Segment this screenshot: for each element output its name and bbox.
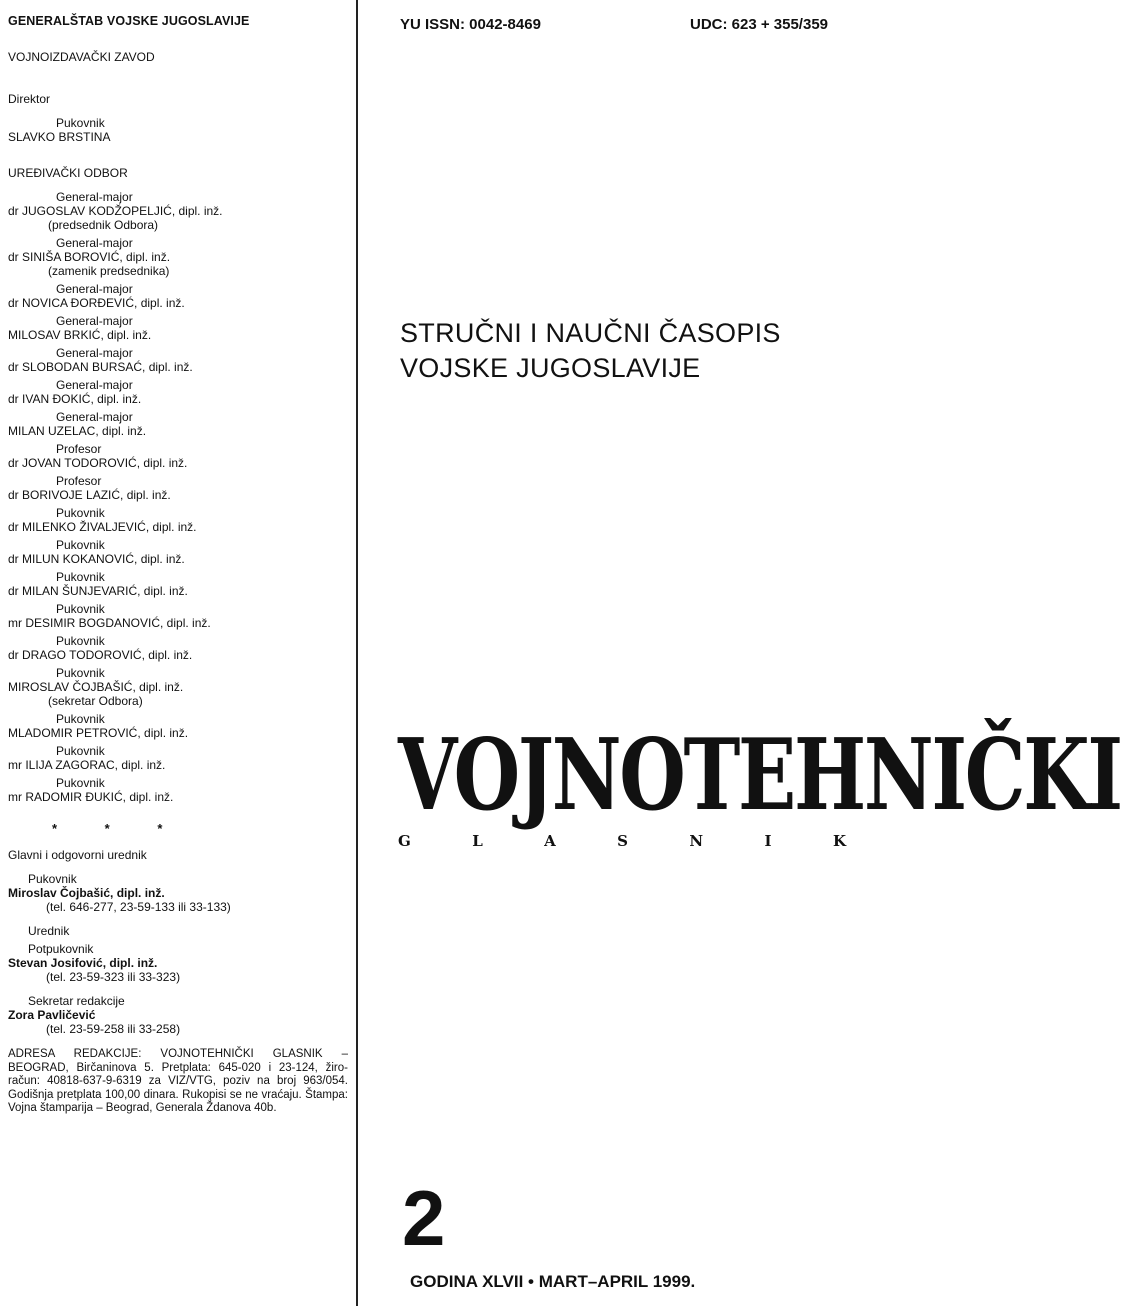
board-member-note: (sekretar Odbora): [48, 694, 143, 708]
board-member-note: (predsednik Odbora): [48, 218, 159, 232]
board-member-name: dr SINIŠA BOROVIĆ, dipl. inž.: [8, 250, 171, 264]
director-rank: Pukovnik: [56, 116, 105, 130]
board-member: [8, 410, 348, 438]
board-member-name: mr DESIMIR BOGDANOVIĆ, dipl. inž.: [8, 616, 211, 630]
editor-rank: Potpukovnik: [28, 942, 94, 956]
board-member-name: dr MILAN ŠUNJEVARIĆ, dipl. inž.: [8, 584, 188, 598]
board-member-note: (zamenik predsednika): [48, 264, 170, 278]
editor-label: Urednik: [28, 924, 70, 938]
board-member-name: dr JUGOSLAV KODŽOPELJIĆ, dipl. inž.: [8, 204, 223, 218]
general-staff-heading: GENERALŠTAB VOJSKE JUGOSLAVIJE: [8, 14, 250, 28]
chief-editor-block: [8, 872, 348, 914]
title-sub-letter: A: [544, 832, 556, 850]
board-member: [8, 634, 348, 662]
secretary-name: Zora Pavličević: [8, 1008, 96, 1022]
board-member: [8, 314, 348, 342]
board-member-rank: General-major: [56, 282, 133, 296]
board-member-name: dr BORIVOJE LAZIĆ, dipl. inž.: [8, 488, 171, 502]
chief-editor-rank: Pukovnik: [28, 872, 77, 886]
board-member: [8, 538, 348, 566]
issue-year-line: GODINA XLVII • MART–APRIL 1999.: [410, 1272, 696, 1291]
board-member-rank: Pukovnik: [56, 666, 105, 680]
board-member-rank: Pukovnik: [56, 506, 105, 520]
board-member: [8, 346, 348, 374]
board-member: [8, 378, 348, 406]
board-member: [8, 666, 348, 708]
board-member-name: dr DRAGO TODOROVIĆ, dipl. inž.: [8, 648, 193, 662]
board-member-name: dr NOVICA ĐORĐEVIĆ, dipl. inž.: [8, 296, 185, 310]
board-member-rank: Pukovnik: [56, 538, 105, 552]
board-member-name: dr MILUN KOKANOVIĆ, dipl. inž.: [8, 552, 185, 566]
board-member-rank: Profesor: [56, 474, 102, 488]
journal-subtitle: [400, 316, 781, 386]
editor-name: Stevan Josifović, dipl. inž.: [8, 956, 158, 970]
board-member: [8, 570, 348, 598]
board-member-name: dr SLOBODAN BURSAĆ, dipl. inž.: [8, 360, 193, 374]
journal-title-sub: [398, 832, 846, 850]
issn-number: YU ISSN: 0042-8469: [400, 16, 541, 33]
board-member-rank: Profesor: [56, 442, 102, 456]
board-member: [8, 282, 348, 310]
title-sub-letter: G: [398, 832, 411, 850]
board-member-rank: Pukovnik: [56, 634, 105, 648]
title-sub-letter: L: [472, 832, 483, 850]
board-member-rank: Pukovnik: [56, 602, 105, 616]
title-sub-letter: N: [689, 832, 704, 850]
board-member: [8, 506, 348, 534]
secretary-tel: (tel. 23-59-258 ili 33-258): [46, 1022, 181, 1036]
editorial-address: ADRESA REDAKCIJE: VOJNOTEHNIČKI GLASNIK – BEOGRAD, Birčaninova 5. Pretplata: 645-020 i 23-124, žiro-račun: 40818-637-9-6319 za VIZ/VTG, poziv na broj 963/054. Godišnja pretplata 100,00 dinara. Rukopisi se ne vraćaju. Štampa: Vojna štamparija – Beograd, Generala Ždanova 40b.: [8, 1048, 348, 1114]
chief-editor-tel: (tel. 646-277, 23-59-133 ili 33-133): [46, 900, 231, 914]
board-member-name: dr MILENKO ŽIVALJEVIĆ, dipl. inž.: [8, 520, 197, 534]
board-member-rank: Pukovnik: [56, 570, 105, 584]
journal-masthead: [398, 718, 1121, 850]
board-member-name: dr JOVAN TODOROVIĆ, dipl. inž.: [8, 456, 188, 470]
board-member-name: mr RADOMIR ĐUKIĆ, dipl. inž.: [8, 790, 174, 804]
board-member-rank: General-major: [56, 410, 133, 424]
board-member: [8, 744, 348, 772]
publisher-name: VOJNOIZDAVAČKI ZAVOD: [8, 50, 155, 64]
subtitle-line-2: VOJSKE JUGOSLAVIJE: [400, 353, 701, 383]
board-member-rank: General-major: [56, 346, 133, 360]
board-title: UREĐIVAČKI ODBOR: [8, 166, 128, 180]
subtitle-line-1: STRUČNI I NAUČNI ČASOPIS: [400, 318, 781, 348]
column-divider: [356, 0, 358, 1306]
journal-title: VOJNOTEHNIČKI: [398, 718, 1121, 833]
board-member: [8, 442, 348, 470]
board-member-name: MILOSAV BRKIĆ, dipl. inž.: [8, 328, 152, 342]
board-member: [8, 712, 348, 740]
board-member: [8, 776, 348, 804]
secretary-label: Sekretar redakcije: [28, 994, 125, 1008]
board-member-rank: General-major: [56, 314, 133, 328]
director-label: Direktor: [8, 92, 51, 106]
issue-number: 2: [402, 1174, 446, 1262]
director-name: SLAVKO BRSTINA: [8, 130, 111, 144]
secretary-block: [8, 994, 348, 1036]
board-member: [8, 602, 348, 630]
board-member-name: MILAN UZELAC, dipl. inž.: [8, 424, 147, 438]
title-sub-letter: I: [764, 832, 772, 850]
board-member: [8, 190, 348, 232]
board-member-name: mr ILIJA ZAGORAC, dipl. inž.: [8, 758, 166, 772]
title-sub-letter: K: [832, 832, 846, 850]
board-member-rank: Pukovnik: [56, 712, 105, 726]
board-member-rank: General-major: [56, 236, 133, 250]
board-member-rank: General-major: [56, 190, 133, 204]
board-member: [8, 474, 348, 502]
masthead-left-column: [8, 14, 348, 1116]
editor-tel: (tel. 23-59-323 ili 33-323): [46, 970, 181, 984]
board-member-name: dr IVAN ĐOKIĆ, dipl. inž.: [8, 392, 142, 406]
chief-editor-name: Miroslav Čojbašić, dipl. inž.: [8, 886, 165, 900]
board-member-name: MLADOMIR PETROVIĆ, dipl. inž.: [8, 726, 189, 740]
udc-code: UDC: 623 + 355/359: [690, 16, 829, 33]
board-member: [8, 236, 348, 278]
board-list: [8, 190, 348, 804]
board-member-rank: Pukovnik: [56, 776, 105, 790]
board-member-rank: Pukovnik: [56, 744, 105, 758]
title-sub-letter: S: [617, 832, 629, 850]
editor-block: [8, 924, 348, 984]
board-member-rank: General-major: [56, 378, 133, 392]
section-stars: * * *: [52, 821, 185, 836]
board-member-name: MIROSLAV ČOJBAŠIĆ, dipl. inž.: [8, 680, 184, 694]
chief-editor-label: Glavni i odgovorni urednik: [8, 848, 147, 862]
